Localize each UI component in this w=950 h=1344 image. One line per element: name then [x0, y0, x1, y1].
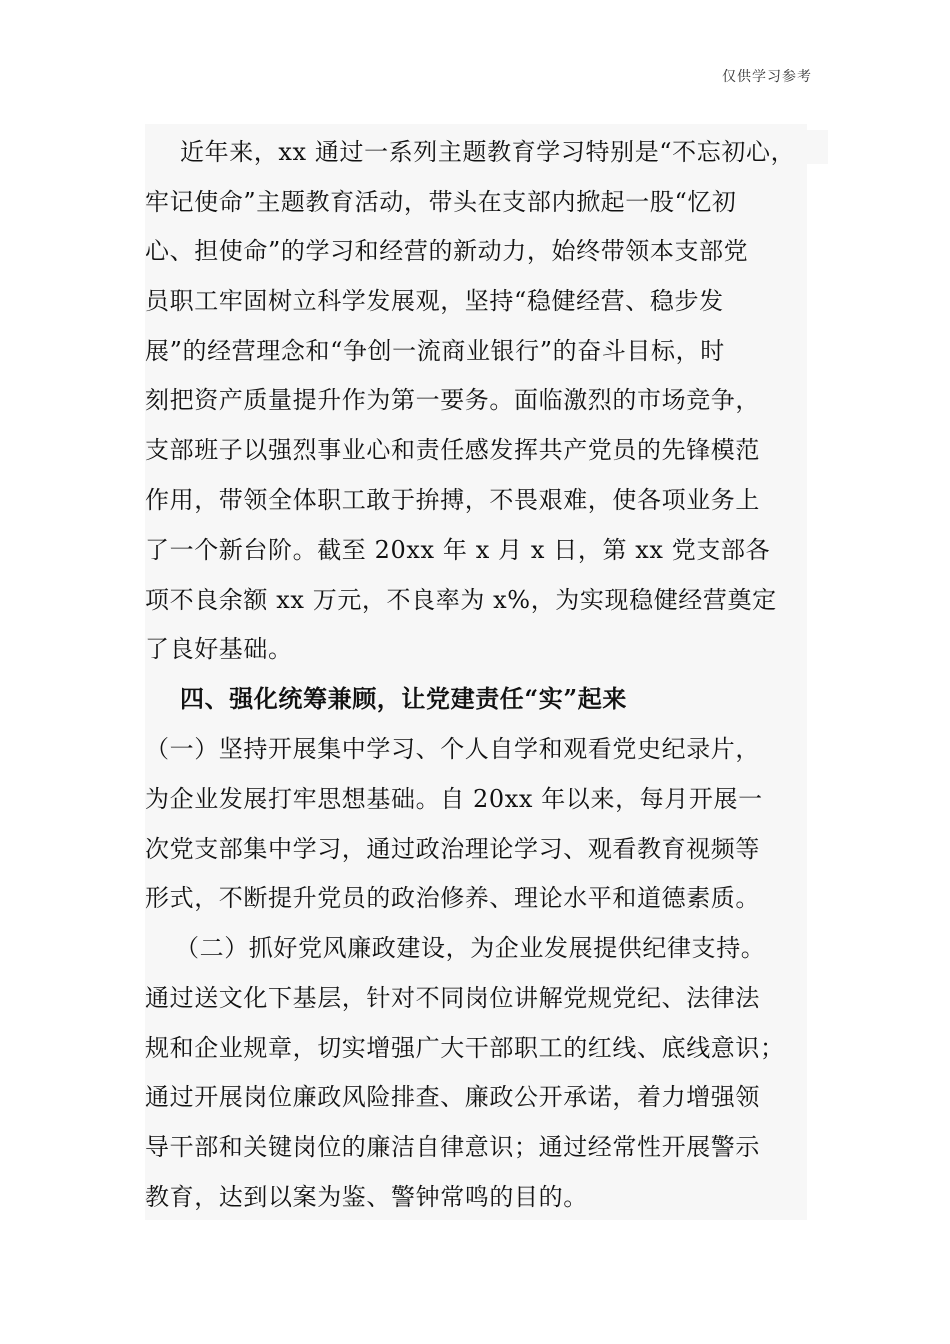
paragraph-1-line-9: 了一个新台阶。截至 20xx 年 x 月 x 日，第 xx 党支部各	[145, 536, 771, 564]
paragraph-1-line-7: 支部班子以强烈事业心和责任感发挥共产党员的先锋模范	[145, 436, 760, 464]
paragraph-1-line-4: 员职工牢固树立科学发展观，坚持“稳健经营、稳步发	[145, 287, 724, 315]
paragraph-1-line-2: 牢记使命”主题教育活动，带头在支部内掀起一股“忆初	[145, 188, 737, 216]
paragraph-1-line-1: 近年来，xx 通过一系列主题教育学习特别是“不忘初心，	[180, 138, 796, 166]
paragraph-2-line-2: 为企业发展打牢思想基础。自 20xx 年以来，每月开展一	[145, 785, 763, 813]
paragraph-1-line-5: 展”的经营理念和“争创一流商业银行”的奋斗目标，时	[145, 337, 725, 365]
paragraph-3-line-5: 导干部和关键岗位的廉洁自律意识；通过经常性开展警示	[145, 1133, 760, 1161]
paragraph-1-line-3: 心、担使命”的学习和经营的新动力，始终带领本支部党	[145, 237, 749, 265]
paragraph-3-line-2: 通过送文化下基层，针对不同岗位讲解党规党纪、法律法	[145, 984, 760, 1012]
paragraph-3-line-3: 规和企业规章，切实增强广大干部职工的红线、底线意识；	[145, 1034, 785, 1062]
paragraph-1-line-8: 作用，带领全体职工敢于拚搏，不畏艰难，使各项业务上	[145, 486, 760, 514]
paragraph-3-line-1: （二）抓好党风廉政建设，为企业发展提供纪律支持。	[175, 934, 766, 962]
header-note: 仅供学习参考	[722, 69, 812, 85]
paragraph-1-line-6: 刻把资产质量提升作为第一要务。面临激烈的市场竞争，	[145, 386, 760, 414]
paragraph-3-line-4: 通过开展岗位廉政风险排查、廉政公开承诺，着力增强领	[145, 1083, 760, 1111]
section-heading: 四、强化统筹兼顾，让党建责任“实”起来	[180, 684, 628, 713]
paragraph-3-line-6: 教育，达到以案为鉴、警钟常鸣的目的。	[145, 1183, 588, 1211]
paragraph-2-line-4: 形式，不断提升党员的政治修养、理论水平和道德素质。	[145, 884, 760, 912]
paragraph-1-line-10: 项不良余额 xx 万元，不良率为 x%，为实现稳健经营奠定	[145, 586, 777, 614]
paragraph-1-line-11: 了良好基础。	[145, 635, 293, 663]
document-body-overflow	[800, 130, 828, 164]
paragraph-2-line-3: 次党支部集中学习，通过政治理论学习、观看教育视频等	[145, 835, 760, 863]
paragraph-2-line-1: （一）坚持开展集中学习、个人自学和观看党史纪录片，	[145, 735, 760, 763]
